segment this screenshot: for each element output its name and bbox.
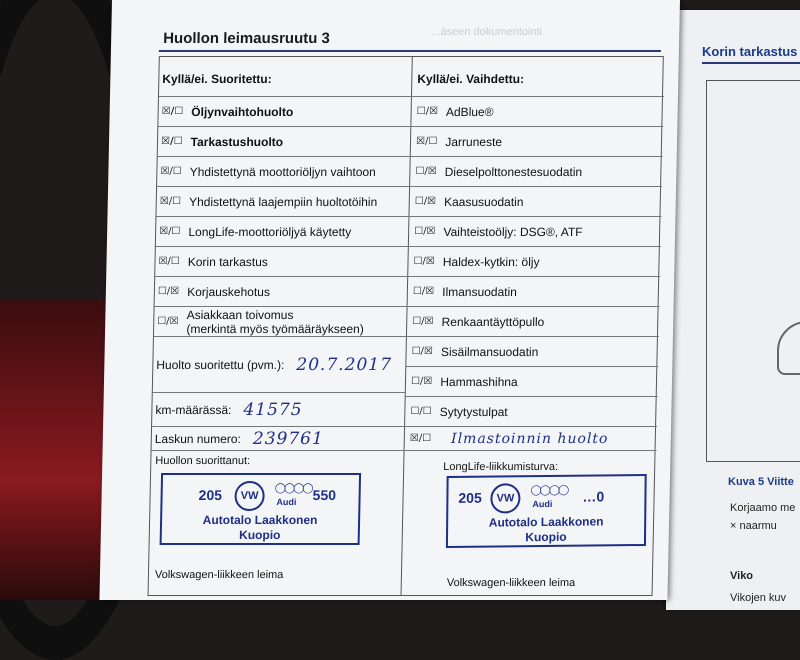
row-label: Yhdistettynä laajempiin huoltotöihin [188,194,378,209]
right-row [405,337,659,367]
row-label: Jarruneste [445,134,503,149]
checkbox-pair[interactable]: ☐/☒ [414,226,436,237]
stamp-number-right: …0 [582,488,605,505]
km-label: km-määrässä: [155,402,232,417]
row-label: Öljynvaihtohuolto [191,104,294,119]
checkbox-pair[interactable]: ☒/☐ [161,106,184,117]
right-row [410,97,664,127]
checkbox-pair[interactable]: ☐/☒ [414,196,437,207]
handwritten-note[interactable]: Ilmastoinnin huolto [450,430,609,447]
row-label: Korjauskehotus [187,284,271,299]
vw-logo-icon: VW [490,483,520,513]
row-label: Sisäilmansuodatin [440,344,539,359]
audi-text: Audi [276,497,297,507]
stamp-city: Kuopio [238,528,281,542]
date-label: Huolto suoritettu (pvm.): [156,357,285,372]
dealer-stamp-right [446,474,647,548]
checkbox-pair[interactable]: ☒/☐ [160,136,183,147]
checkbox-pair[interactable]: ☒/☐ [159,226,181,237]
checkbox-pair[interactable]: ☐/☒ [415,166,437,177]
stamp-dealer: Autotalo Laakkonen [202,513,318,527]
page2-line3: Viko [730,570,754,582]
faint-bleed-text: ...äseen dokumentointi [431,26,543,38]
checkbox-pair[interactable]: ☐/☒ [413,256,435,267]
right-row [408,187,662,217]
row-label: Dieselpolttonestesuodatin [444,164,583,179]
left-row [158,97,411,127]
left-row [155,247,408,277]
checkbox-pair[interactable]: ☒/☐ [158,256,180,267]
car-diagram [706,80,800,462]
checkbox-pair[interactable]: ☒/☐ [409,433,432,444]
date-value[interactable]: 20.7.2017 [296,354,393,375]
audi-text: Audi [532,498,553,510]
page-title: Huollon leimausruutu 3 [163,30,331,47]
stamp-number-left: 205 [198,487,223,503]
figure-caption: Kuva 5 Viitte [728,476,794,488]
red-seat [0,300,110,600]
checkbox-pair[interactable]: ☐/☒ [410,376,433,387]
row-label: AdBlue® [445,104,494,119]
right-row [410,127,664,157]
right-row [409,157,663,187]
row-label: Kaasusuodatin [443,194,524,209]
stamp-number-left: 205 [458,489,482,506]
checkbox-pair[interactable]: ☐/☒ [411,346,434,357]
page2-rule [702,62,800,64]
right-row [407,247,661,277]
title-rule [159,50,661,52]
invoice-row [152,427,405,451]
performed-by-label: Huollon suorittanut: [155,455,251,467]
stamp-city: Kuopio [525,529,567,545]
checkbox-pair[interactable]: ☐/☒ [157,286,180,297]
row-label: Ilmansuodatin [442,284,518,299]
vw-logo-icon: VW [234,481,265,511]
left-row [157,157,410,187]
row-label: Haldex-kytkin: öljy [442,254,540,269]
row-label: Sytytystulpat [439,404,508,419]
page2-title: Korin tarkastus [702,44,798,59]
left-row [156,187,409,217]
row-label: Renkaantäyttöpullo [441,314,545,329]
next-page [666,10,800,610]
checkbox-pair[interactable]: ☐/☒ [412,316,434,327]
checkbox-pair[interactable]: ☐/☐ [410,406,432,417]
left-header: Kyllä/ei. Suoritettu: [159,61,412,97]
checkbox-pair[interactable]: ☒/☐ [159,196,182,207]
stamp-number-right: 550 [312,487,337,503]
row-label: Tarkastushuolto [190,134,284,149]
right-row [405,367,659,397]
right-row [408,217,662,247]
row-label: Korin tarkastus [187,254,269,269]
row-label: Vaihteistoöljy: DSG®, ATF [443,224,583,239]
left-row [156,217,409,247]
checkbox-pair[interactable]: ☐/☒ [157,315,179,327]
stamp-dealer: Autotalo Laakkonen [488,514,604,530]
row-label: Yhdistettynä moottoriöljyn vaihtoon [189,164,376,179]
right-header: Kyllä/ei. Vaihdettu: [411,61,665,97]
date-row [153,337,406,393]
invoice-label: Laskun numero: [154,431,242,446]
right-row [404,427,658,451]
footer-left: Volkswagen-liikkeen leima [154,569,284,581]
km-value[interactable]: 41575 [243,399,303,420]
service-page [99,0,680,600]
km-row [152,393,405,427]
checkbox-pair[interactable]: ☒/☐ [415,136,438,147]
checkbox-pair[interactable]: ☒/☐ [160,166,182,177]
dealer-stamp-left [160,473,362,545]
page2-line2: × naarmu [730,520,777,532]
right-row [404,397,658,427]
car-outline [777,321,800,375]
service-table [148,56,664,596]
right-row [406,307,660,337]
left-row [158,127,411,157]
audi-rings-icon: ◯◯◯◯ [530,484,568,497]
longlife-label: LongLife-liikkumisturva: [443,461,559,473]
invoice-value[interactable]: 239761 [252,428,324,449]
checkbox-pair[interactable]: ☐/☒ [412,286,435,297]
left-row [154,307,407,337]
page2-line1: Korjaamo me [730,502,796,514]
row-label: Asiakkaan toivomus (merkintä myös työmääräykseen) [186,307,364,336]
audi-rings-icon: ◯◯◯◯ [274,483,312,494]
checkbox-pair[interactable]: ☐/☒ [416,106,439,117]
row-label: LongLife-moottoriöljyä käytetty [188,224,352,239]
right-row [407,277,661,307]
row-label: Hammashihna [440,374,518,389]
left-row [155,277,408,307]
page2-line4: Vikojen kuv [730,592,787,604]
footer-right: Volkswagen-liikkeen leima [446,577,576,589]
